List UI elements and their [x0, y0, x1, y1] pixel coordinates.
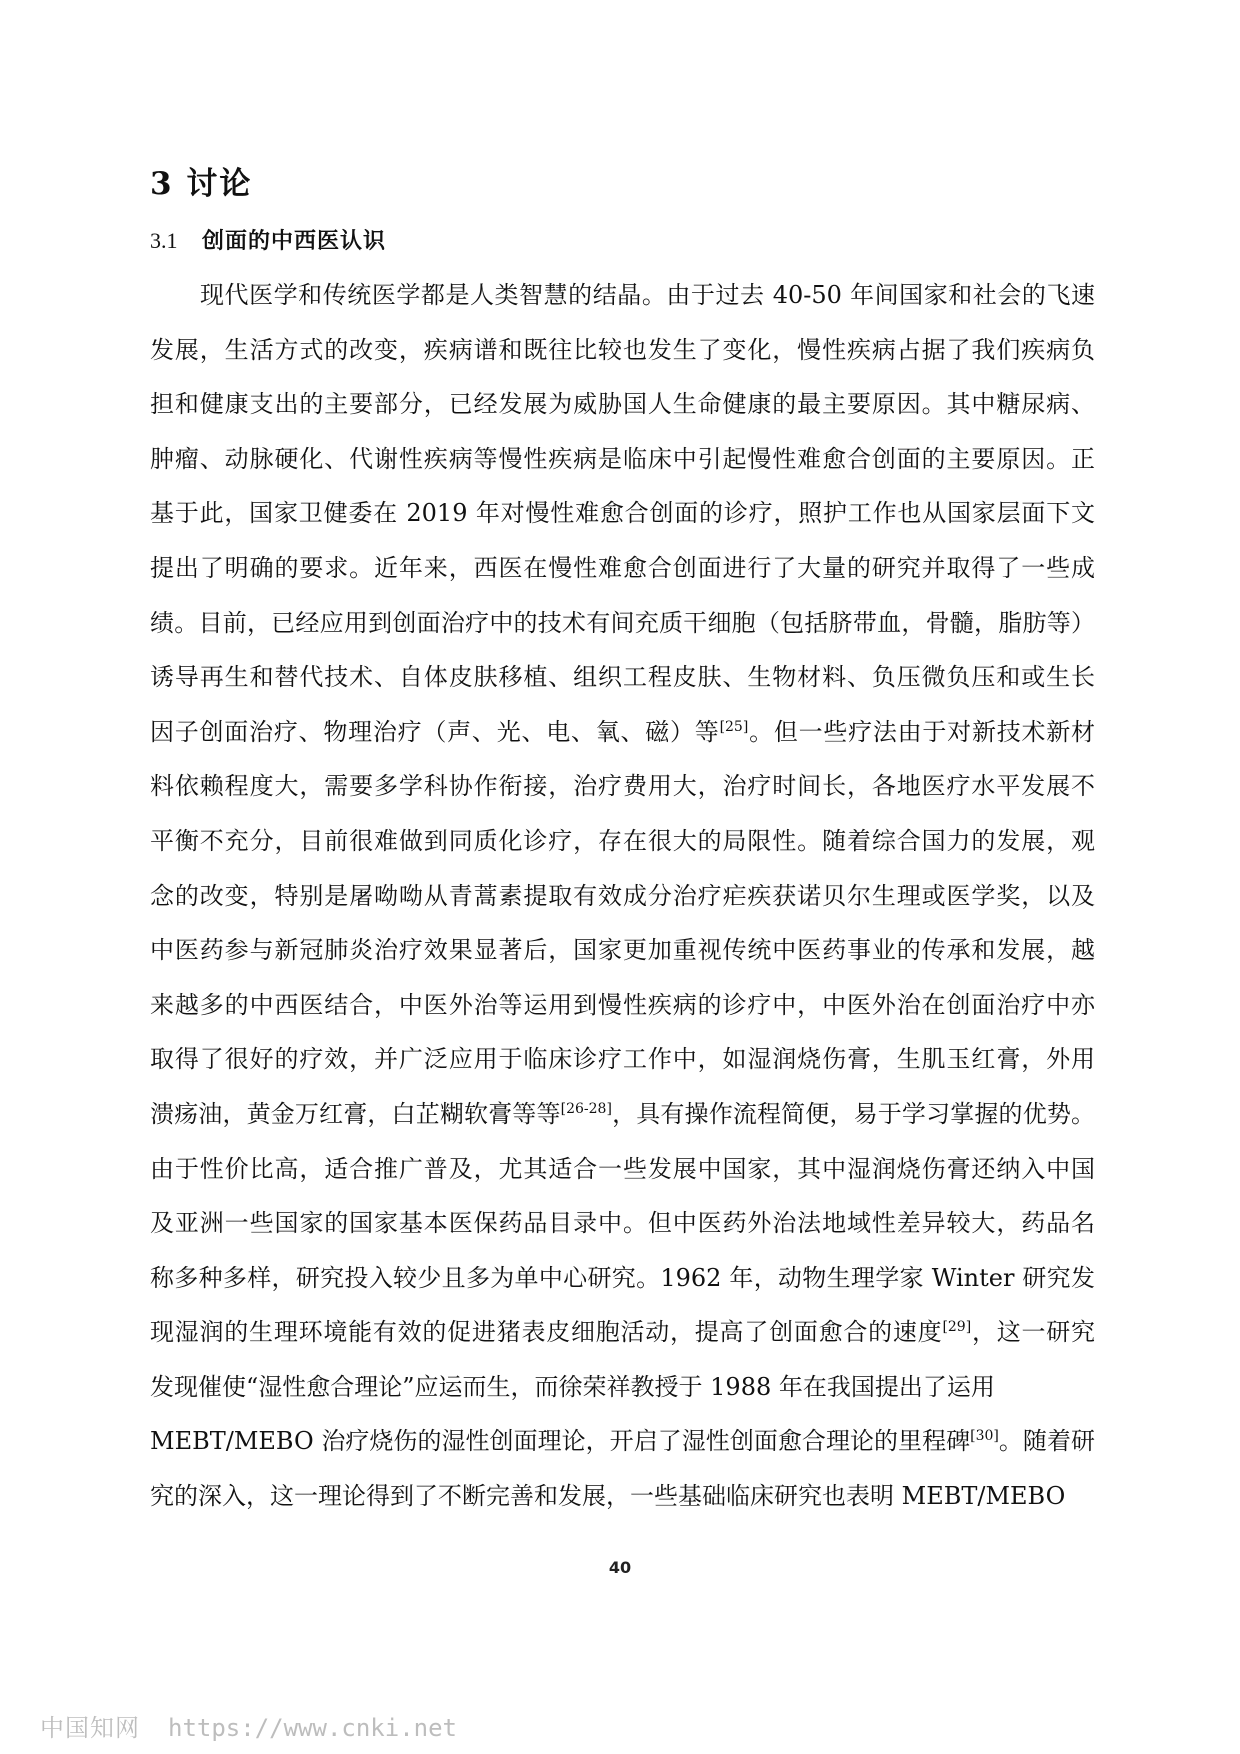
line-text: 诱导再生和替代技术、自体皮肤移植、组织工程皮肤、生物材料、负压微负压和或生长	[150, 663, 1095, 692]
line-text: 溃疡油，黄金万红膏，白芷糊软膏等等	[150, 1099, 561, 1128]
paragraph-line	[150, 596, 1095, 651]
citation-marker: [26-28]	[560, 1100, 612, 1117]
line-text: 绩。目前，已经应用到创面治疗中的技术有间充质干细胞（包括脐带血，骨髓，脂肪等）	[150, 608, 1095, 637]
subsection-number: 3.1	[150, 228, 178, 253]
line-text: 中医药参与新冠肺炎治疗效果显著后，国家更加重视传统中医药事业的传承和发展，越	[150, 936, 1095, 965]
watermark-url: https://www.cnki.net	[168, 1714, 457, 1742]
line-text: 因子创面治疗、物理治疗（声、光、电、氧、磁）等	[150, 717, 720, 746]
paragraph-line	[150, 1305, 1095, 1360]
line-text: 提出了明确的要求。近年来，西医在慢性难愈合创面进行了大量的研究并取得了一些成	[150, 553, 1095, 582]
paragraph-line	[150, 1087, 1095, 1142]
line-text: 及亚洲一些国家的国家基本医保药品目录中。但中医药外治法地域性差异较大，药品名	[150, 1209, 1095, 1238]
paragraph-line	[150, 323, 1095, 378]
paragraph-line	[150, 869, 1095, 924]
line-text: 来越多的中西医结合，中医外治等运用到慢性疾病的诊疗中，中医外治在创面治疗中亦	[150, 990, 1095, 1019]
paragraph-line	[150, 1360, 1095, 1415]
paragraph-line	[150, 377, 1095, 432]
paragraph-line	[150, 814, 1095, 869]
watermark-name: 中国知网	[40, 1714, 140, 1742]
line-text-continued: 。随着研	[998, 1427, 1095, 1456]
paragraph-line	[150, 1414, 1095, 1469]
body-paragraph	[150, 268, 1095, 1524]
line-text: 发现催使“湿性愈合理论”应运而生，而徐荣祥教授于 1988 年在我国提出了运用	[150, 1372, 995, 1401]
line-text-continued: ，具有操作流程简便，易于学习掌握的优势。	[611, 1099, 1096, 1128]
citation-marker: [29]	[942, 1319, 972, 1336]
line-text: 基于此，国家卫健委在 2019 年对慢性难愈合创面的诊疗，照护工作也从国家层面下文	[150, 499, 1095, 528]
line-text: 现代医学和传统医学都是人类智慧的结晶。由于过去 40-50 年间国家和社会的飞速	[200, 281, 1095, 309]
subsection-title: 创面的中西医认识	[202, 228, 387, 254]
page-number: 40	[608, 1558, 632, 1577]
paragraph-line	[150, 759, 1095, 814]
subsection-heading	[150, 224, 386, 255]
line-text: 念的改变，特别是屠呦呦从青蒿素提取有效成分治疗疟疾获诺贝尔生理或医学奖，以及	[150, 881, 1095, 910]
line-text: 由于性价比高，适合推广普及，尤其适合一些发展中国家，其中湿润烧伤膏还纳入中国	[150, 1154, 1095, 1183]
paragraph-line	[150, 978, 1095, 1033]
paragraph-line	[150, 1142, 1095, 1197]
line-text: 取得了很好的疗效，并广泛应用于临床诊疗工作中，如湿润烧伤膏，生肌玉红膏，外用	[150, 1045, 1095, 1074]
line-text: MEBT/MEBO 治疗烧伤的湿性创面理论，开启了湿性创面愈合理论的里程碑	[150, 1427, 971, 1456]
line-text-continued: 。但一些疗法由于对新技术新材	[748, 717, 1096, 746]
citation-marker: [30]	[970, 1428, 999, 1445]
citation-marker: [25]	[719, 718, 749, 735]
paragraph-line	[150, 541, 1095, 596]
line-text: 肿瘤、动脉硬化、代谢性疾病等慢性疾病是临床中引起慢性难愈合创面的主要原因。正	[150, 444, 1095, 473]
line-text: 现湿润的生理环境能有效的促进猪表皮细胞活动，提高了创面愈合的速度	[150, 1318, 943, 1347]
line-text: 料依赖程度大，需要多学科协作衔接，治疗费用大，治疗时间长，各地医疗水平发展不	[150, 772, 1095, 801]
paragraph-line	[150, 432, 1095, 487]
paragraph-line	[150, 1032, 1095, 1087]
paragraph-line	[150, 268, 1095, 323]
line-text-continued: ，这一研究	[971, 1318, 1096, 1347]
paragraph-line	[150, 1196, 1095, 1251]
cnki-watermark	[40, 1708, 457, 1743]
line-text: 发展，生活方式的改变，疾病谱和既往比较也发生了变化，慢性疾病占据了我们疾病负	[150, 335, 1095, 364]
paragraph-line	[150, 650, 1095, 705]
paragraph-line	[150, 705, 1095, 760]
paragraph-line	[150, 1251, 1095, 1306]
section-heading: 3 讨论	[150, 166, 253, 202]
line-text: 担和健康支出的主要部分，已经发展为威胁国人生命健康的最主要原因。其中糖尿病、	[150, 390, 1095, 419]
paragraph-line	[150, 486, 1095, 541]
line-text: 究的深入，这一理论得到了不断完善和发展，一些基础临床研究也表明 MEBT/MEBO	[150, 1482, 1066, 1511]
line-text: 平衡不充分，目前很难做到同质化诊疗，存在很大的局限性。随着综合国力的发展，观	[150, 826, 1095, 855]
line-text: 称多种多样，研究投入较少且多为单中心研究。1962 年，动物生理学家 Winter 研究发	[150, 1263, 1095, 1292]
paragraph-line	[150, 1469, 1095, 1524]
paragraph-line	[150, 923, 1095, 978]
